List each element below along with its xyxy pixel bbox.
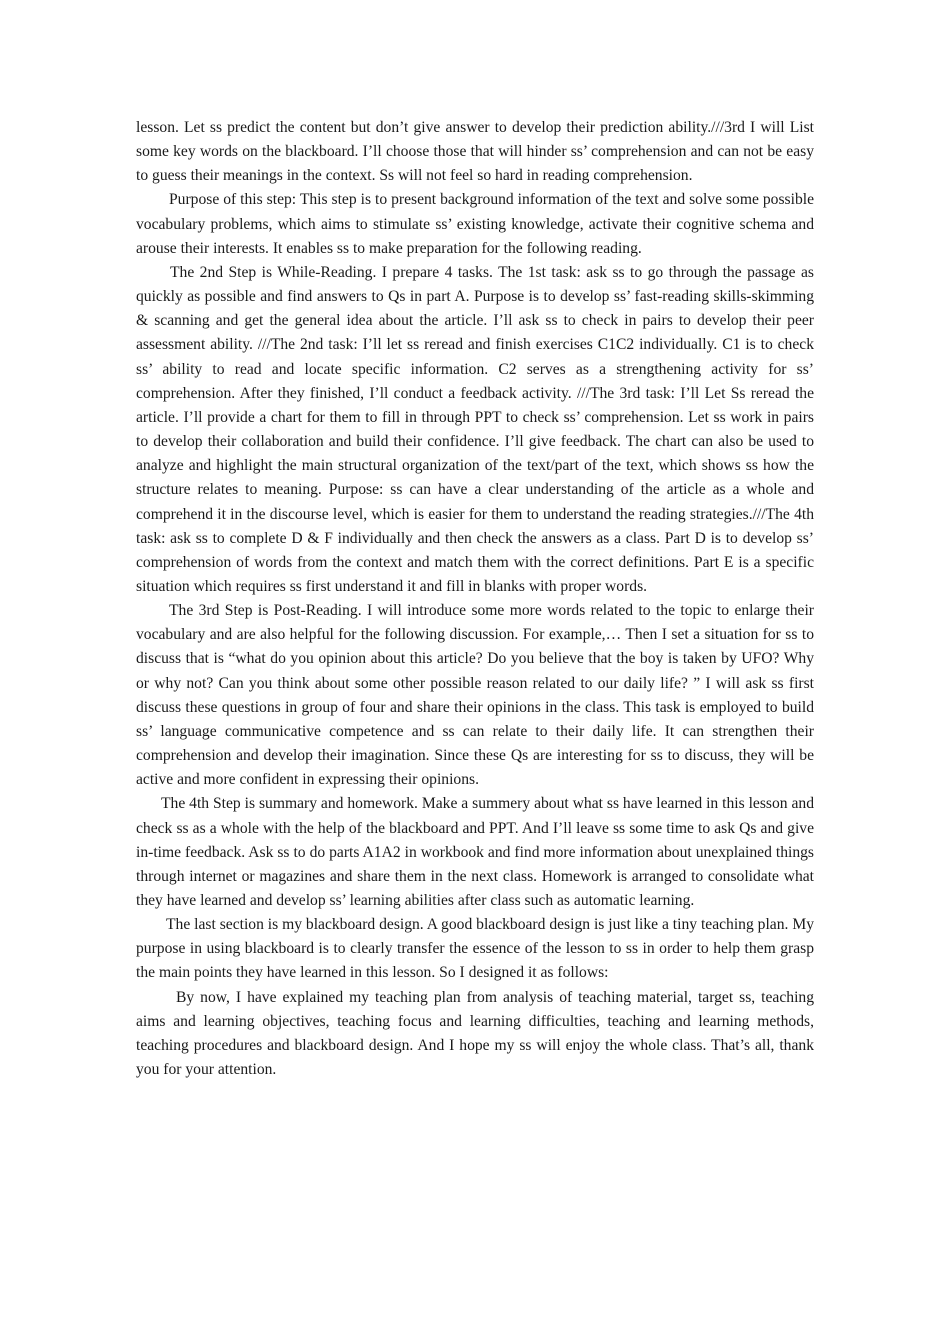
paragraph-blackboard-design: The last section is my blackboard design. A good blackboard design is just like a tiny teaching plan. My purpose in using blackboard is to clearly transfer the essence of the lesson to ss in order to help them grasp the main points they have learned in this lesson. So I designed it as follows: <box>136 916 814 982</box>
paragraph-while-reading: The 2nd Step is While-Reading. I prepare 4 tasks. The 1st task: ask ss to go through the passage as quickly as possible and find answers to Qs in part A. Purpose is to develop ss’ fast-reading skills-skimming & scanning and get the general idea about the article. I’ll ask ss to check in pairs to develop their peer assessment ability. ///The 2nd task: I’ll let ss reread and finish exercises C1C2 individually. C1 is to check ss’ ability to read and locate specific information. C2 serves as a strengthening activity for ss’ comprehension. After they finished, I’ll conduct a feedback activity. ///The 3rd task: I’ll Let Ss reread the article. I’ll provide a chart for them to fill in through PPT to check ss’ comprehension. Let ss work in pairs to develop their collaboration and build their confidence. I’ll give feedback. The chart can also be used to analyze and highlight the main structural organization of the text/part of the text, which shows ss how the structure relates to meaning. Purpose: ss can have a clear understanding of the article as a whole and comprehend it in the discourse level, which is easier for them to understand the reading strategies.///The 4th task: ask ss to complete D & F individually and then check the answers as a class. Part D is to develop ss’ comprehension of words from the context and match them with the correct definitions. Part E is a specific situation which requires ss first understand it and fill in blanks with proper words. <box>136 263 814 595</box>
paragraph-summary-homework: The 4th Step is summary and homework. Make a summery about what ss have learned in this lesson and check ss as a whole with the help of the blackboard and PPT. And I’ll leave ss some time to ask Qs and give in-time feedback. Ask ss to do parts A1A2 in workbook and find more information about unexplained things through internet or magazines and share them in the next class. Homework is arranged to consolidate what they have learned and develop ss’ learning abilities after class such as automatic learning. <box>136 795 814 909</box>
paragraph-step-purpose: Purpose of this step: This step is to present background information of the text and solve some possible vocabulary problems, which aims to stimulate ss’ existing knowledge, activate their cognitive schema and arouse their interests. It enables ss to make preparation for the following reading. <box>136 191 814 257</box>
paragraph-post-reading: The 3rd Step is Post-Reading. I will introduce some more words related to the topic to enlarge their vocabulary and are also helpful for the following discussion. For example,… Then I set a situation for ss to discuss that is “what do you opinion about this article? Do you believe that the boy is taken by UFO? Why or why not? Can you think about some other possible reason related to our daily life? ” I will ask ss first discuss these questions in group of four and share their opinions in the class. This task is employed to build ss’ language communicative competence and ss can relate to their daily life. It can strengthen their comprehension and develop their imagination. Since these Qs are interesting for ss to discuss, they will be active and more confident in expressing their opinions. <box>136 602 814 789</box>
paragraph-conclusion: By now, I have explained my teaching plan from analysis of teaching material, target ss, teaching aims and learning objectives, teaching focus and learning difficulties, teaching and learning methods, teaching procedures and blackboard design. And I hope my ss will enjoy the whole class. That’s all, thank you for your attention. <box>136 988 814 1079</box>
paragraph-prediction-keywords: lesson. Let ss predict the content but don’t give answer to develop their prediction ability.///3rd I will List some key words on the blackboard. I’ll choose those that will hinder ss’ comprehension and can not be easy to guess their meanings in the context. Ss will not feel so hard in reading comprehension. <box>136 119 814 185</box>
document-body <box>136 116 814 1082</box>
